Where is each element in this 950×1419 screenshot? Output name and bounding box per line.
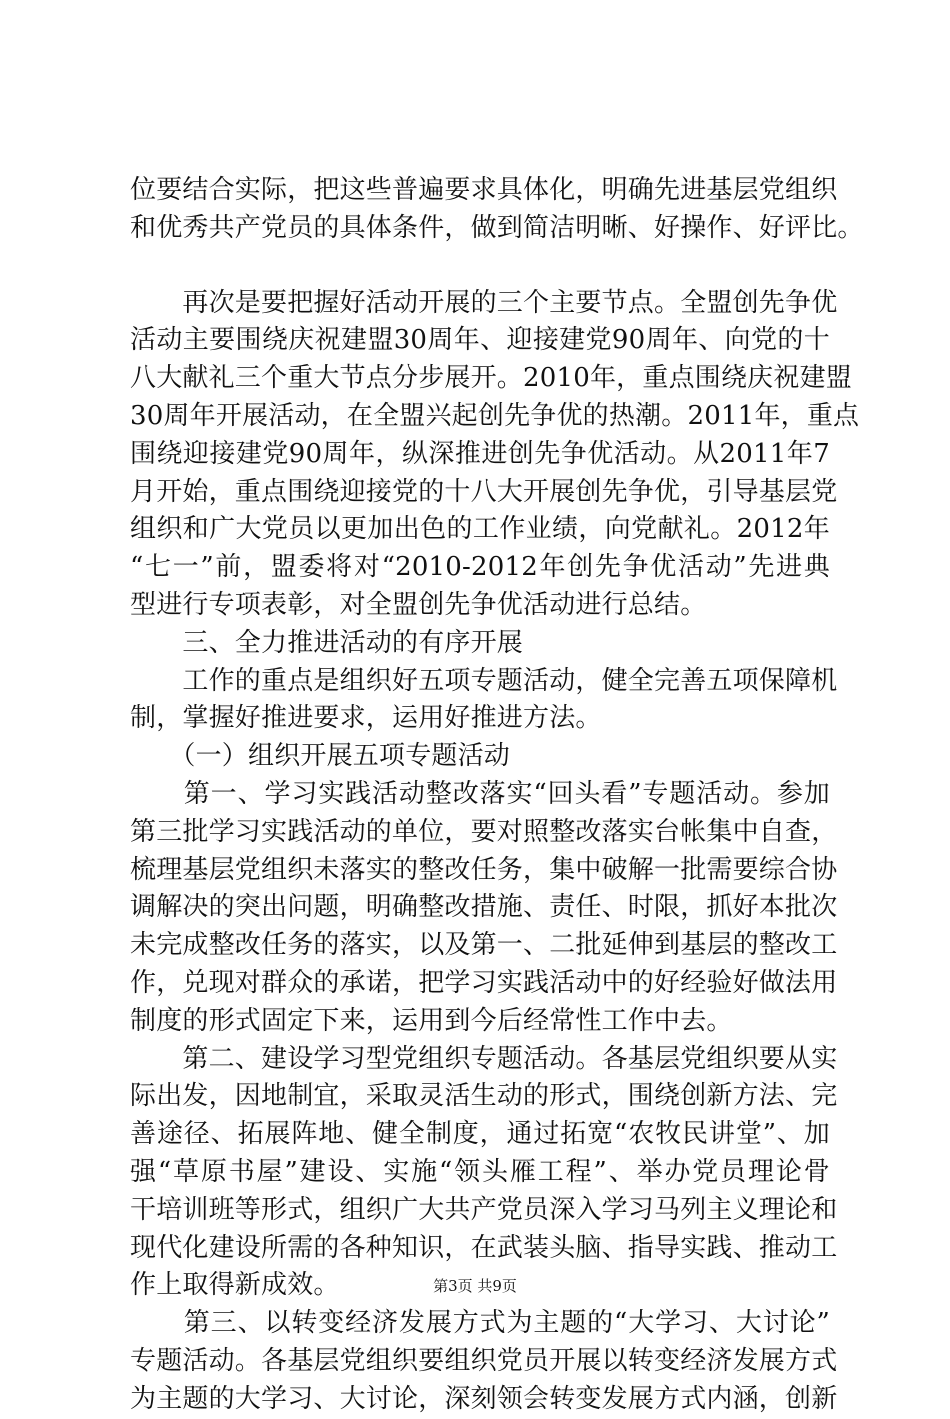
paragraph-p7 [130,1041,838,1306]
text-line: 未完成整改任务的落实，以及第一、二批延伸到基层的整改工 [130,930,838,961]
text-line: 现代化建设所需的各种知识，在武装头脑、指导实践、推动工 [130,1232,838,1263]
text-line: 月开始，重点围绕迎接党的十八大开展创先争优，引导基层党 [130,476,838,507]
text-line: 制度的形式固定下来，运用到今后经常性工作中去。 [130,1005,733,1036]
text-line: 调解决的突出问题，明确整改措施、责任、时限，抓好本批次 [130,892,838,923]
text-line: 第二、建设学习型党组织专题活动。各基层党组织要从实 [130,1043,838,1074]
paragraph-p1 [130,172,864,248]
text-line: 作上取得新成效。 [130,1270,340,1301]
text-line: 位要结合实际，把这些普遍要求具体化，明确先进基层党组织 [130,175,838,205]
text-line: 强“草原书屋”建设、实施“领头雁工程”、举办党员理论骨 [130,1156,830,1187]
text-line: 工作的重点是组织好五项专题活动，健全完善五项保障机 [130,665,838,696]
document-body [130,172,864,1419]
text-line: 再次是要把握好活动开展的三个主要节点。全盟创先争优 [130,287,838,318]
text-line: 为主题的大学习、大讨论，深刻领会转变发展方式内涵，创新 [130,1383,838,1414]
paragraph-p6 [130,776,838,1041]
text-line: 干培训班等形式，组织广大共产党员深入学习马列主义理论和 [130,1194,838,1225]
text-line: 第三、以转变经济发展方式为主题的“大学习、大讨论” [130,1308,830,1339]
text-line: 组织和广大党员以更加出色的工作业绩，向党献礼。2012年 [130,514,830,545]
text-line: 和优秀共产党员的具体条件，做到简洁明晰、好操作、好评比。 [130,212,864,243]
paragraph-p4 [130,663,838,739]
text-line: 八大献礼三个重大节点分步展开。2010年，重点围绕庆祝建盟 [130,363,852,394]
text-line: 作，兑现对群众的承诺，把学习实践活动中的好经验好做法用 [130,967,838,998]
subsection-heading [130,738,830,776]
text-line: 第一、学习实践活动整改落实“回头看”专题活动。参加 [130,778,830,809]
text-line: 围绕迎接建党90周年，纵深推进创先争优活动。从2011年7 [130,438,830,469]
paragraph-p8 [130,1305,838,1418]
text-line: 30周年开展活动，在全盟兴起创先争优的热潮。2011年，重点 [130,400,860,431]
text-line: “七一”前，盟委将对“2010-2012年创先争优活动”先进典 [130,552,830,583]
text-line: 际出发，因地制宜，采取灵活生动的形式，围绕创新方法、完 [130,1081,838,1112]
section-heading [130,625,830,663]
text-line: 三、全力推进活动的有序开展 [130,627,524,658]
text-line: 型进行专项表彰，对全盟创先争优活动进行总结。 [130,589,707,620]
text-line: 第三批学习实践活动的单位，要对照整改落实台帐集中自查， [130,816,838,847]
text-line: （一）组织开展五项专题活动 [130,741,511,772]
text-line: 梳理基层党组织未落实的整改任务，集中破解一批需要综合协 [130,854,838,885]
text-line: 善途径、拓展阵地、健全制度，通过拓宽“农牧民讲堂”、加 [130,1119,830,1150]
paragraph-p2 [130,285,860,625]
paragraph-gap [130,248,830,285]
text-line: 专题活动。各基层党组织要组织党员开展以转变经济发展方式 [130,1345,838,1376]
page-number-footer: 第3页 共9页 [433,1277,517,1295]
text-line: 活动主要围绕庆祝建盟30周年、迎接建党90周年、向党的十 [130,325,830,356]
text-line: 制，掌握好推进要求，运用好推进方法。 [130,703,602,734]
